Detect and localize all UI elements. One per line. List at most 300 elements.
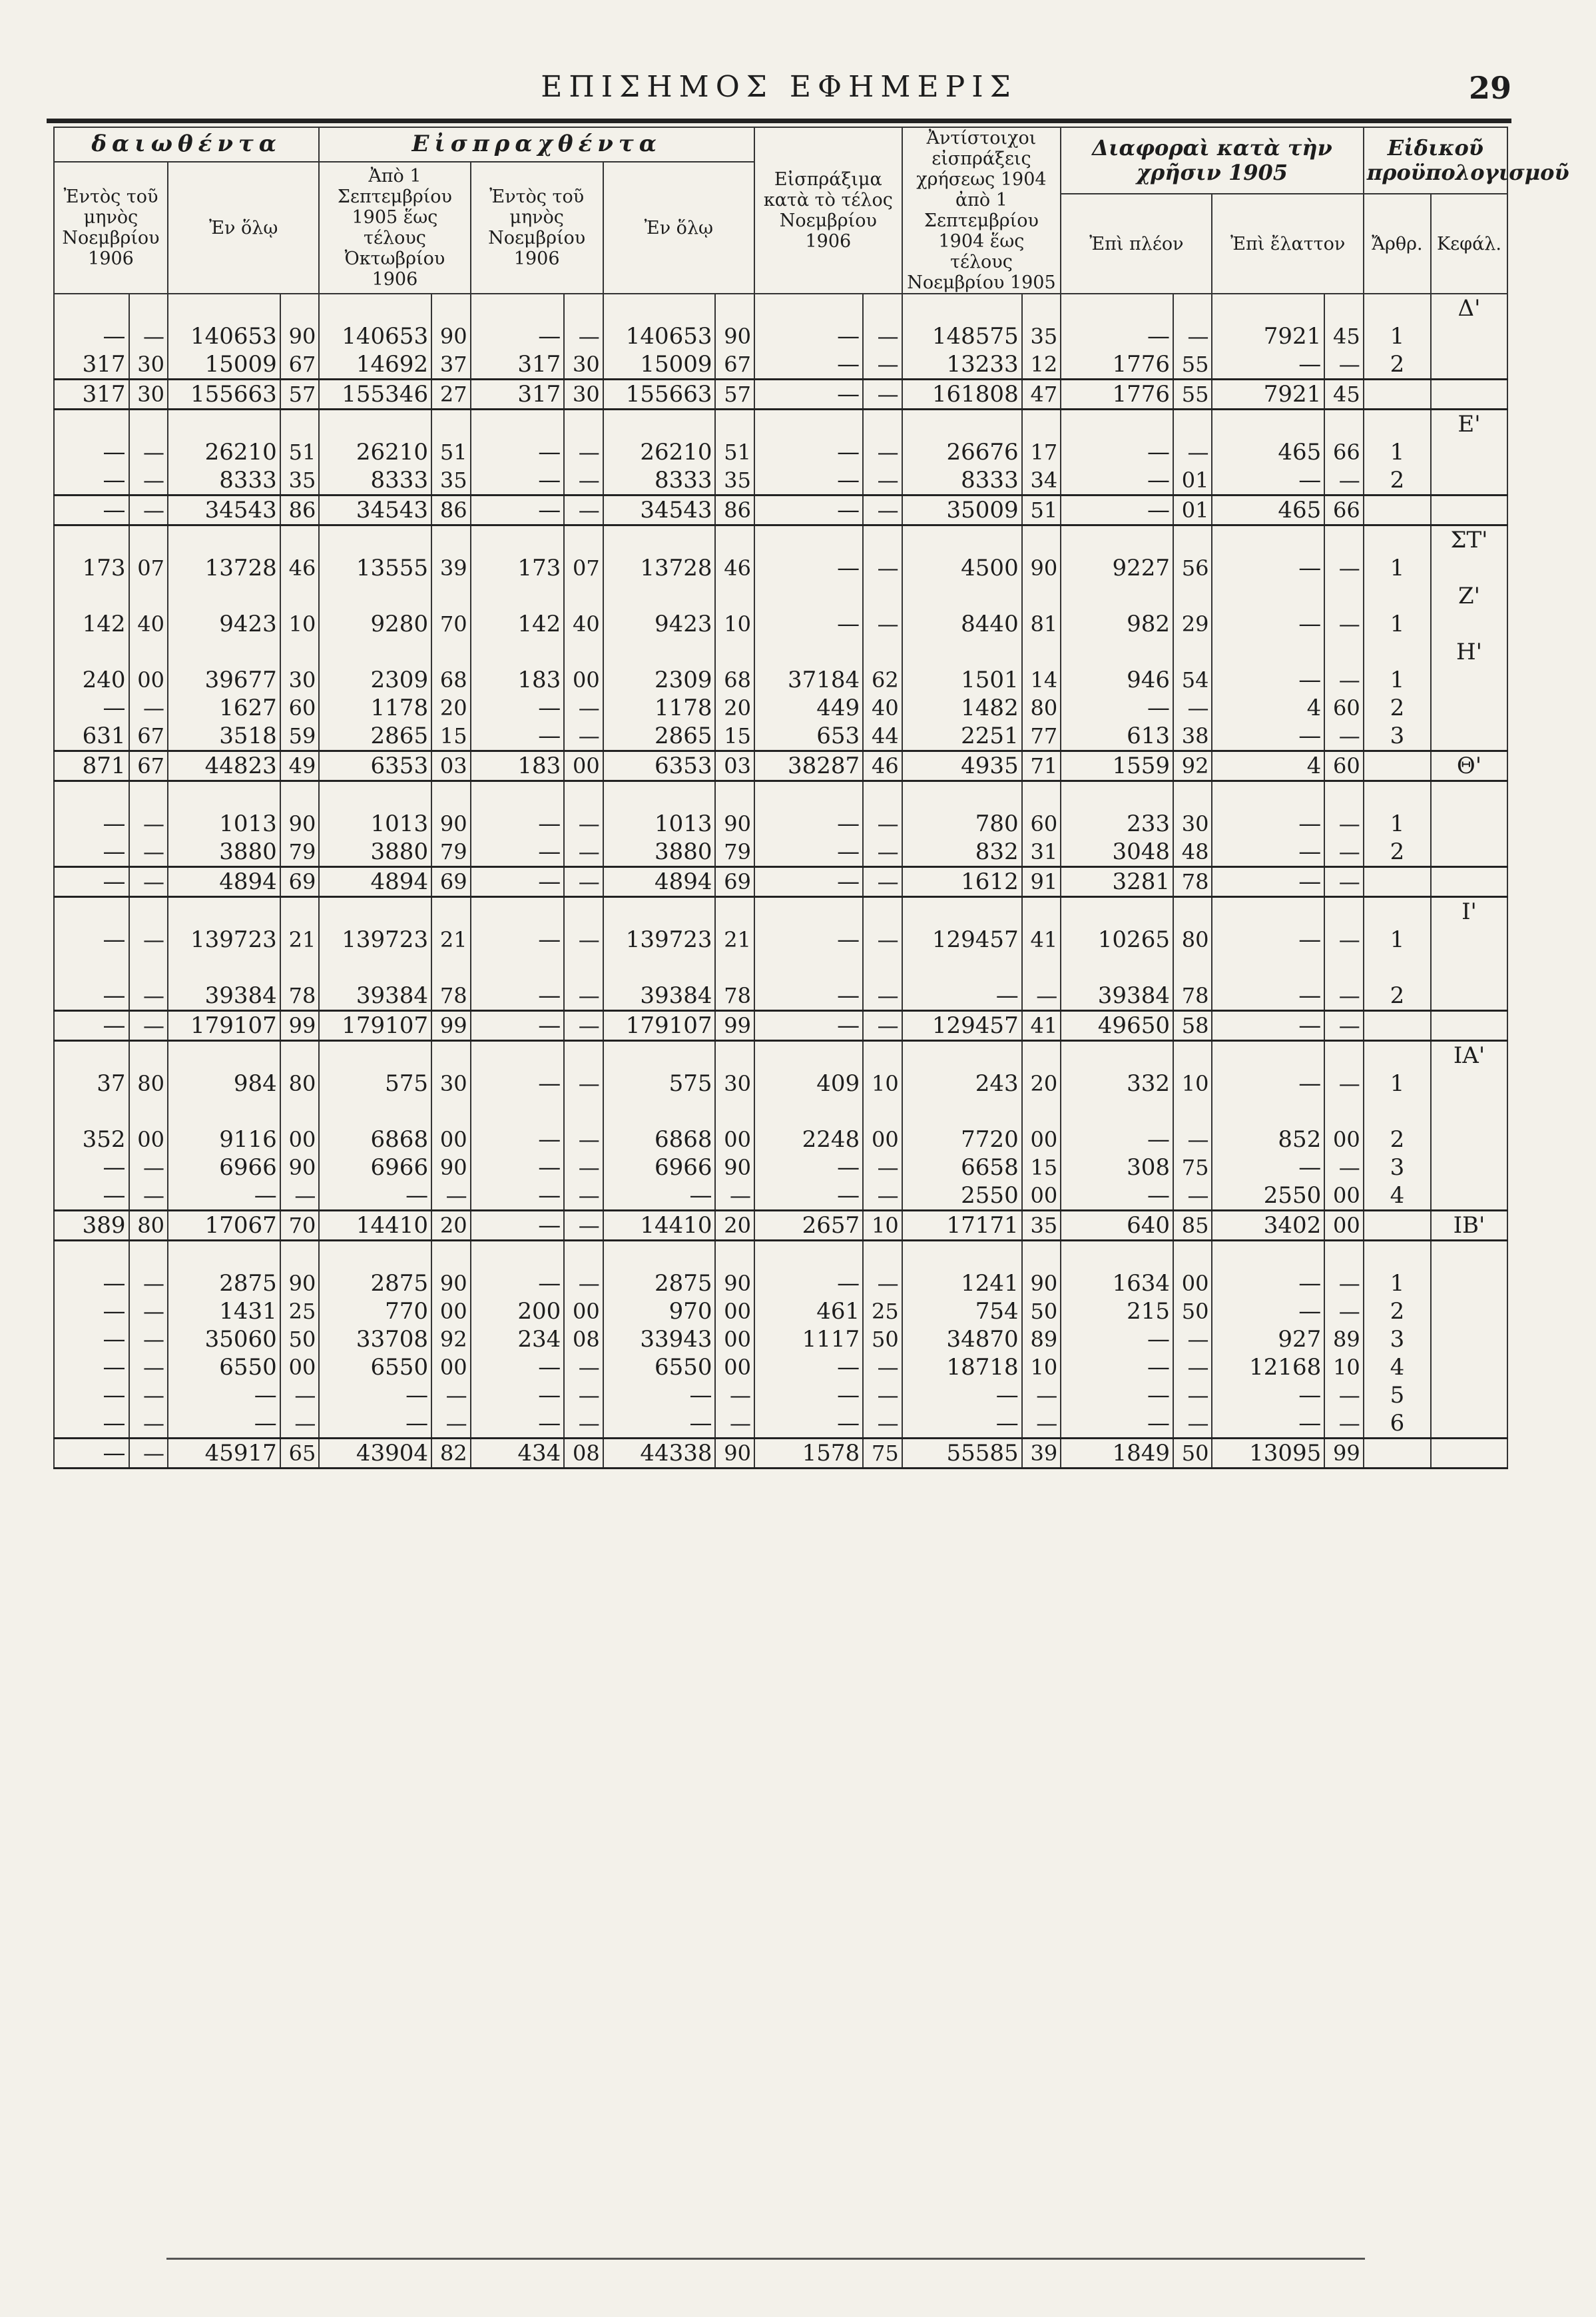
cell-c9: [1212, 1041, 1324, 1070]
cell-c1-dec: —: [129, 1011, 168, 1041]
cell-c6-dec: [863, 897, 902, 926]
cell-c1: —: [54, 838, 129, 867]
cell-c7: —: [902, 1409, 1022, 1439]
cell-c6: —: [754, 926, 863, 954]
cell-c9-dec: —: [1324, 1154, 1364, 1181]
cell-c8-dec: 50: [1173, 1439, 1212, 1469]
cell-c9-dec: [1324, 638, 1364, 666]
cell-c4: —: [471, 1126, 565, 1154]
cell-c4-dec: [564, 1241, 603, 1270]
cell-c1: 173: [54, 554, 129, 582]
cell-c9: [1212, 1241, 1324, 1270]
cell-c3-dec: 90: [431, 1269, 471, 1297]
cell-c7: 18718: [902, 1353, 1022, 1381]
cell-article: [1364, 525, 1431, 555]
cell-c4-dec: 30: [564, 350, 603, 380]
cell-c2: 13728: [168, 554, 280, 582]
cell-c7-dec: [1022, 954, 1061, 982]
cell-c6-dec: —: [863, 380, 902, 410]
cell-chapter: [1431, 722, 1507, 751]
cell-c7-dec: [1022, 582, 1061, 610]
cell-c9-dec: —: [1324, 1409, 1364, 1439]
cell-c6: —: [754, 867, 863, 897]
cell-c3: 2309: [319, 666, 431, 694]
cell-c6-dec: 50: [863, 1325, 902, 1353]
cell-c4-dec: —: [564, 1154, 603, 1181]
cell-c2: 35060: [168, 1325, 280, 1353]
cell-c7: 8440: [902, 610, 1022, 638]
cell-c8: 332: [1061, 1070, 1173, 1098]
table-row: [54, 1070, 1507, 1098]
cell-c8: [1061, 410, 1173, 439]
cell-c8: [1061, 582, 1173, 610]
cell-c5: —: [603, 1381, 716, 1409]
cell-c8: [1061, 897, 1173, 926]
cell-c4: —: [471, 982, 565, 1011]
cell-c2: 4894: [168, 867, 280, 897]
cell-c6-dec: 75: [863, 1439, 902, 1469]
cell-c3: 9280: [319, 610, 431, 638]
cell-c2-dec: 51: [280, 438, 320, 466]
cell-c7: 8333: [902, 466, 1022, 496]
cell-c9-dec: —: [1324, 867, 1364, 897]
cell-c9: [1212, 897, 1324, 926]
cell-c3: 155346: [319, 380, 431, 410]
cell-c9: 927: [1212, 1325, 1324, 1353]
cell-c1-dec: —: [129, 1353, 168, 1381]
cell-c7-dec: 35: [1022, 1211, 1061, 1241]
cell-c5: 4894: [603, 867, 716, 897]
cell-c4: 317: [471, 350, 565, 380]
cell-c2: 39677: [168, 666, 280, 694]
cell-c4-dec: [564, 1098, 603, 1126]
cell-c5: 1178: [603, 694, 716, 722]
cell-c2: 140653: [168, 322, 280, 350]
cell-c3-dec: 21: [431, 926, 471, 954]
cell-c4-dec: [564, 638, 603, 666]
cell-c3: 13555: [319, 554, 431, 582]
cell-chapter: [1431, 666, 1507, 694]
cell-c3-dec: 03: [431, 751, 471, 781]
cell-c9: —: [1212, 554, 1324, 582]
cell-c2-dec: [280, 410, 320, 439]
cell-article: 6: [1364, 1409, 1431, 1439]
cell-c7-dec: [1022, 638, 1061, 666]
cell-c4-dec: —: [564, 694, 603, 722]
cell-article: 2: [1364, 838, 1431, 867]
cell-c9-dec: —: [1324, 838, 1364, 867]
cell-c8-dec: 50: [1173, 1297, 1212, 1325]
cell-c6: 409: [754, 1070, 863, 1098]
cell-c7: 129457: [902, 1011, 1022, 1041]
cell-c8-dec: [1173, 525, 1212, 555]
cell-c9-dec: —: [1324, 1297, 1364, 1325]
cell-c6-dec: —: [863, 322, 902, 350]
cell-c5: 15009: [603, 350, 716, 380]
cell-chapter: [1431, 781, 1507, 811]
cell-c3: 6868: [319, 1126, 431, 1154]
cell-c3: —: [319, 1381, 431, 1409]
cell-chapter: Ε': [1431, 410, 1507, 439]
cell-c7: 55585: [902, 1439, 1022, 1469]
cell-chapter: [1431, 1241, 1507, 1270]
cell-c6: [754, 1241, 863, 1270]
cell-c7-dec: —: [1022, 1381, 1061, 1409]
cell-c3: [319, 638, 431, 666]
cell-c8-dec: —: [1173, 1126, 1212, 1154]
cell-c8-dec: —: [1173, 1409, 1212, 1439]
cell-c3: 139723: [319, 926, 431, 954]
cell-c6-dec: [863, 1098, 902, 1126]
cell-chapter: ΙΑ': [1431, 1041, 1507, 1070]
cell-c2-dec: [280, 525, 320, 555]
cell-c8: —: [1061, 438, 1173, 466]
cell-c8-dec: 29: [1173, 610, 1212, 638]
cell-c2: [168, 1098, 280, 1126]
cell-c5: —: [603, 1409, 716, 1439]
cell-c6-dec: [863, 1241, 902, 1270]
cell-c9: —: [1212, 466, 1324, 496]
table-row: [54, 666, 1507, 694]
cell-c4: —: [471, 1070, 565, 1098]
cell-c5-dec: 86: [715, 496, 754, 525]
ledger-table: [53, 127, 1569, 1469]
cell-c3: [319, 1241, 431, 1270]
cell-c5-dec: 03: [715, 751, 754, 781]
cell-c8: 3281: [1061, 867, 1173, 897]
cell-c2-dec: [280, 638, 320, 666]
cell-c5-dec: 00: [715, 1353, 754, 1381]
cell-c6: 449: [754, 694, 863, 722]
cell-c1-dec: 07: [129, 554, 168, 582]
cell-c8-dec: [1173, 1241, 1212, 1270]
cell-c8: 1559: [1061, 751, 1173, 781]
cell-chapter: [1431, 982, 1507, 1011]
cell-c9: —: [1212, 1154, 1324, 1181]
cell-c4-dec: [564, 1041, 603, 1070]
cell-chapter: Η': [1431, 638, 1507, 666]
group-header-differences: Διαφοραὶ κατὰ τὴν χρῆσιν 1905: [1061, 127, 1364, 194]
cell-c6: [754, 525, 863, 555]
cell-article: 2: [1364, 982, 1431, 1011]
table-row: [54, 294, 1507, 322]
cell-c4-dec: 08: [564, 1325, 603, 1353]
cell-article: [1364, 897, 1431, 926]
cell-c4: —: [471, 1409, 565, 1439]
cell-c5-dec: 51: [715, 438, 754, 466]
cell-c2: [168, 781, 280, 811]
cell-c4: —: [471, 1211, 565, 1241]
cell-chapter: [1431, 1297, 1507, 1325]
cell-c8: 215: [1061, 1297, 1173, 1325]
cell-c5-dec: 00: [715, 1126, 754, 1154]
cell-c8: —: [1061, 1381, 1173, 1409]
cell-c5-dec: [715, 1241, 754, 1270]
table-row: [54, 781, 1507, 811]
cell-c4: —: [471, 1154, 565, 1181]
table-row: [54, 466, 1507, 496]
cell-c6: 2657: [754, 1211, 863, 1241]
cell-c4-dec: 08: [564, 1439, 603, 1469]
cell-c4-dec: 30: [564, 380, 603, 410]
cell-c5-dec: [715, 1098, 754, 1126]
cell-c1: —: [54, 926, 129, 954]
cell-c9: 2550: [1212, 1181, 1324, 1211]
group-header-budget: Εἰδικοῦ προϋπολογισμοῦ: [1364, 127, 1507, 194]
cell-c6-dec: —: [863, 1011, 902, 1041]
cell-c7-dec: [1022, 410, 1061, 439]
cell-c3: [319, 410, 431, 439]
cell-c5: 34543: [603, 496, 716, 525]
cell-c5-dec: 90: [715, 1439, 754, 1469]
cell-article: 1: [1364, 438, 1431, 466]
cell-c2-dec: 80: [280, 1070, 320, 1098]
cell-c9: 465: [1212, 496, 1324, 525]
cell-c2-dec: 49: [280, 751, 320, 781]
cell-c5-dec: 57: [715, 380, 754, 410]
cell-c7-dec: 00: [1022, 1126, 1061, 1154]
cell-c9: —: [1212, 1269, 1324, 1297]
cell-c1-dec: —: [129, 496, 168, 525]
cell-c9: 3402: [1212, 1211, 1324, 1241]
table-row: [54, 1325, 1507, 1353]
cell-c8: [1061, 1098, 1173, 1126]
cell-c4-dec: —: [564, 1126, 603, 1154]
cell-c9-dec: [1324, 954, 1364, 982]
cell-chapter: [1431, 1098, 1507, 1126]
cell-c2: —: [168, 1381, 280, 1409]
cell-c5-dec: 10: [715, 610, 754, 638]
cell-c6-dec: —: [863, 554, 902, 582]
cell-c6: 38287: [754, 751, 863, 781]
cell-article: 5: [1364, 1381, 1431, 1409]
cell-c3-dec: [431, 410, 471, 439]
cell-c2-dec: [280, 897, 320, 926]
cell-c3-dec: 79: [431, 838, 471, 867]
cell-c2-dec: 90: [280, 1154, 320, 1181]
cell-c4: [471, 410, 565, 439]
cell-c2-dec: 90: [280, 322, 320, 350]
cell-c5: [603, 582, 716, 610]
cell-c6-dec: —: [863, 1154, 902, 1181]
cell-c5-dec: [715, 638, 754, 666]
cell-c7-dec: [1022, 1098, 1061, 1126]
cell-c9-dec: [1324, 582, 1364, 610]
cell-c1-dec: [129, 1098, 168, 1126]
cell-c9-dec: —: [1324, 982, 1364, 1011]
cell-c2-dec: 50: [280, 1325, 320, 1353]
cell-c9: —: [1212, 982, 1324, 1011]
cell-c8: 982: [1061, 610, 1173, 638]
cell-c1: 317: [54, 350, 129, 380]
cell-c3: [319, 294, 431, 322]
cell-c4-dec: 07: [564, 554, 603, 582]
cell-c6-dec: 10: [863, 1070, 902, 1098]
cell-c2: [168, 410, 280, 439]
cell-c2-dec: [280, 781, 320, 811]
cell-c6-dec: —: [863, 1409, 902, 1439]
cell-c2-dec: 60: [280, 694, 320, 722]
cell-c4: 183: [471, 751, 565, 781]
col-header-month-receipts: Ἐντὸς τοῦ μηνὸς Νοεμβρίου 1906: [471, 162, 603, 294]
page-header: [47, 63, 1511, 110]
cell-article: [1364, 1098, 1431, 1126]
cell-c8-dec: [1173, 1041, 1212, 1070]
cell-c1-dec: [129, 410, 168, 439]
cell-c2: 155663: [168, 380, 280, 410]
cell-c5: 139723: [603, 926, 716, 954]
cell-c1: —: [54, 1011, 129, 1041]
cell-c5-dec: 00: [715, 1325, 754, 1353]
cell-c7: [902, 1098, 1022, 1126]
cell-c8: 1776: [1061, 350, 1173, 380]
cell-c2-dec: 30: [280, 666, 320, 694]
table-row: [54, 1297, 1507, 1325]
ledger-table-wrap: [53, 127, 1569, 2258]
cell-c7: [902, 1041, 1022, 1070]
cell-c9: —: [1212, 1297, 1324, 1325]
cell-c4: 234: [471, 1325, 565, 1353]
cell-c4-dec: —: [564, 466, 603, 496]
cell-c6-dec: —: [863, 610, 902, 638]
cell-c8: 1634: [1061, 1269, 1173, 1297]
cell-c4-dec: —: [564, 1353, 603, 1381]
cell-c8: [1061, 294, 1173, 322]
cell-c8-dec: —: [1173, 438, 1212, 466]
cell-c6: —: [754, 1381, 863, 1409]
cell-c3-dec: 78: [431, 982, 471, 1011]
cell-chapter: [1431, 350, 1507, 380]
cell-c1-dec: [129, 954, 168, 982]
cell-chapter: [1431, 322, 1507, 350]
cell-c5-dec: 15: [715, 722, 754, 751]
cell-c8-dec: 38: [1173, 722, 1212, 751]
cell-c9: —: [1212, 810, 1324, 838]
cell-c6-dec: [863, 638, 902, 666]
cell-c1: —: [54, 867, 129, 897]
cell-chapter: [1431, 1011, 1507, 1041]
cell-c2-dec: 35: [280, 466, 320, 496]
table-row: [54, 1439, 1507, 1469]
table-row: [54, 1154, 1507, 1181]
cell-c3: 770: [319, 1297, 431, 1325]
cell-c2-dec: 90: [280, 1269, 320, 1297]
cell-c2: 1013: [168, 810, 280, 838]
cell-c6: —: [754, 380, 863, 410]
cell-c1-dec: —: [129, 1381, 168, 1409]
cell-c6-dec: [863, 582, 902, 610]
cell-c3: 1013: [319, 810, 431, 838]
cell-c9: —: [1212, 867, 1324, 897]
cell-c7-dec: 71: [1022, 751, 1061, 781]
cell-c6-dec: —: [863, 838, 902, 867]
cell-c6: —: [754, 810, 863, 838]
cell-c8-dec: 01: [1173, 496, 1212, 525]
cell-c2-dec: [280, 1098, 320, 1126]
cell-chapter: [1431, 1126, 1507, 1154]
cell-c8-dec: [1173, 582, 1212, 610]
cell-c7: 2550: [902, 1181, 1022, 1211]
cell-c7-dec: 81: [1022, 610, 1061, 638]
cell-c5-dec: [715, 525, 754, 555]
cell-c2: [168, 897, 280, 926]
cell-c1-dec: 00: [129, 1126, 168, 1154]
cell-c8: 1776: [1061, 380, 1173, 410]
cell-c9: 7921: [1212, 322, 1324, 350]
table-row: [54, 554, 1507, 582]
cell-c6: —: [754, 322, 863, 350]
cell-c2-dec: —: [280, 1181, 320, 1211]
cell-c4: [471, 1041, 565, 1070]
cell-c1-dec: —: [129, 982, 168, 1011]
cell-chapter: [1431, 1381, 1507, 1409]
cell-c7-dec: [1022, 1241, 1061, 1270]
cell-c8-dec: [1173, 1098, 1212, 1126]
cell-c8-dec: 92: [1173, 751, 1212, 781]
cell-c3: 14410: [319, 1211, 431, 1241]
group-header-receipts: Εἰσπραχθέντα: [319, 127, 754, 162]
cell-c3: —: [319, 1409, 431, 1439]
cell-c3: 26210: [319, 438, 431, 466]
cell-c7-dec: 80: [1022, 694, 1061, 722]
cell-c7-dec: 12: [1022, 350, 1061, 380]
cell-chapter: [1431, 838, 1507, 867]
cell-c3-dec: 69: [431, 867, 471, 897]
cell-c9-dec: [1324, 294, 1364, 322]
cell-c6-dec: [863, 294, 902, 322]
cell-c4-dec: —: [564, 867, 603, 897]
cell-chapter: [1431, 926, 1507, 954]
cell-c5: 3880: [603, 838, 716, 867]
cell-c6-dec: [863, 410, 902, 439]
cell-c3-dec: 15: [431, 722, 471, 751]
table-row: [54, 1381, 1507, 1409]
cell-c4-dec: —: [564, 982, 603, 1011]
cell-c6-dec: 25: [863, 1297, 902, 1325]
cell-c4: —: [471, 810, 565, 838]
cell-c3-dec: [431, 294, 471, 322]
cell-c2-dec: 69: [280, 867, 320, 897]
cell-c2: 2875: [168, 1269, 280, 1297]
cell-c8: 613: [1061, 722, 1173, 751]
cell-c2-dec: 90: [280, 810, 320, 838]
cell-c1: 240: [54, 666, 129, 694]
cell-c2: [168, 1241, 280, 1270]
cell-c5: 14410: [603, 1211, 716, 1241]
cell-c1: 389: [54, 1211, 129, 1241]
cell-c8: 308: [1061, 1154, 1173, 1181]
cell-c5-dec: 69: [715, 867, 754, 897]
cell-chapter: [1431, 1269, 1507, 1297]
cell-c9-dec: [1324, 410, 1364, 439]
table-row: [54, 897, 1507, 926]
cell-c4: —: [471, 466, 565, 496]
cell-c2: 45917: [168, 1439, 280, 1469]
cell-c5-dec: 79: [715, 838, 754, 867]
cell-c8-dec: 55: [1173, 380, 1212, 410]
table-row: [54, 350, 1507, 380]
col-header-total-receipts: Ἐν ὅλῳ: [603, 162, 754, 294]
cell-c9-dec: —: [1324, 810, 1364, 838]
cell-c4: [471, 1098, 565, 1126]
cell-c5: [603, 897, 716, 926]
cell-article: 1: [1364, 610, 1431, 638]
cell-c3: 6550: [319, 1353, 431, 1381]
cell-c3-dec: 00: [431, 1126, 471, 1154]
page-title: ΕΠΙΣΗΜΟΣ ΕΦΗΜΕΡΙΣ: [541, 70, 1017, 104]
cell-c5: 26210: [603, 438, 716, 466]
cell-c3-dec: [431, 1041, 471, 1070]
